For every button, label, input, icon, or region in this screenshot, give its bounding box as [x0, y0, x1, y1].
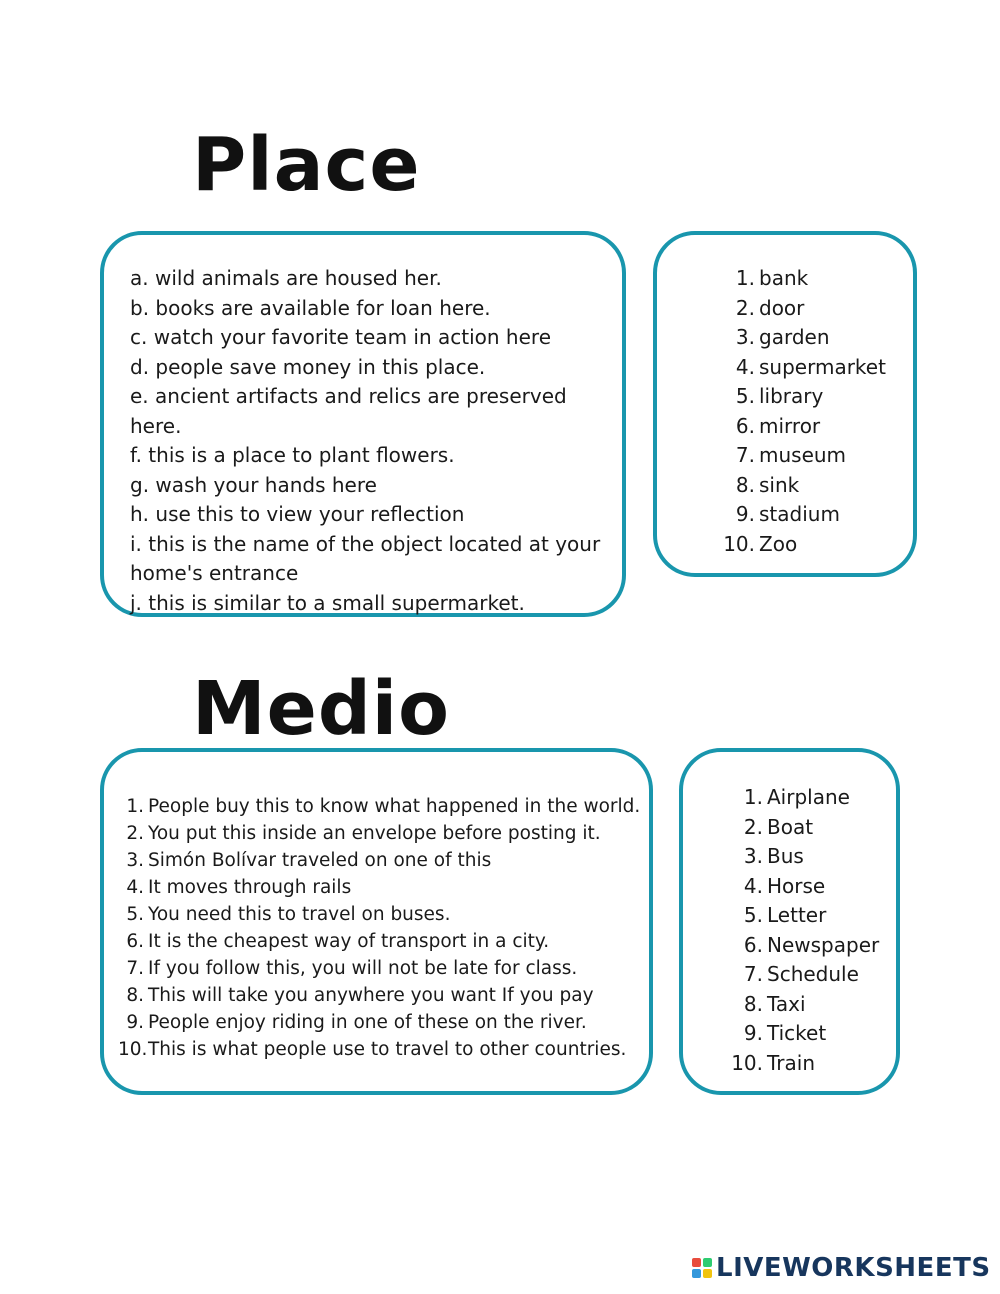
item-number: 6. [743, 932, 763, 957]
word-text: Zoo [759, 531, 798, 556]
place-clues-box [100, 231, 626, 617]
item-number: 9. [735, 502, 755, 526]
item-number: 2. [735, 295, 755, 320]
word-item [721, 353, 886, 383]
clue-text: You need this to travel on buses. [148, 904, 451, 925]
clue-item: f. this is a place to plant flowers. [130, 443, 455, 467]
logo-square [703, 1269, 712, 1278]
word-text: Taxi [767, 991, 806, 1016]
item-number: 5. [126, 904, 144, 925]
item-number: 6. [735, 413, 755, 438]
word-item [729, 1019, 879, 1049]
item-number: 7. [743, 962, 763, 986]
clue-text: It moves through rails [148, 877, 352, 898]
logo-square [692, 1258, 701, 1267]
item-number: 5. [735, 384, 755, 408]
clue-item [118, 793, 640, 820]
clue-text: You put this inside an envelope before posting it. [148, 823, 601, 844]
item-number: 2. [743, 814, 763, 839]
word-text: supermarket [759, 354, 886, 379]
clue-text: It is the cheapest way of transport in a city. [148, 931, 550, 952]
word-item [721, 382, 886, 412]
word-text: Schedule [767, 962, 859, 986]
item-number: 4. [743, 873, 763, 898]
liveworksheets-logo-icon [692, 1258, 712, 1278]
clue-item: c. watch your favorite team in action here [130, 325, 551, 349]
item-number: 5. [743, 903, 763, 927]
word-item [721, 441, 886, 471]
item-number: 1. [735, 266, 755, 290]
item-number: 4. [735, 354, 755, 379]
logo-square [692, 1269, 701, 1278]
word-text: Ticket [767, 1021, 827, 1045]
word-text: Bus [767, 844, 804, 868]
word-item [729, 990, 879, 1020]
word-item [729, 1049, 879, 1079]
item-number: 10. [731, 1050, 763, 1075]
word-item [721, 294, 886, 324]
clue-text: People enjoy riding in one of these on the river. [148, 1012, 587, 1033]
word-item [721, 323, 886, 353]
item-number: 7. [126, 958, 144, 979]
clue-text: This will take you anywhere you want If you pay [148, 985, 594, 1006]
item-number: 8. [743, 991, 763, 1016]
clue-item: h. use this to view your reflection [130, 502, 465, 526]
word-text: museum [759, 443, 847, 467]
place-clues-list [130, 264, 620, 618]
medio-title: Medio [192, 666, 451, 752]
logo-text: LIVEWORKSHEETS [716, 1253, 991, 1283]
clue-item [118, 874, 640, 901]
clue-text: People buy this to know what happened in the world. [148, 796, 641, 817]
item-number: 9. [743, 1021, 763, 1045]
word-item [721, 500, 886, 530]
item-number: 1. [743, 785, 763, 809]
word-item [729, 960, 879, 990]
medio-words-list [729, 783, 879, 1078]
item-number: 6. [126, 931, 144, 952]
clue-item: e. ancient artifacts and relics are preserved here. [130, 384, 567, 438]
word-text: bank [759, 266, 809, 290]
item-number: 2. [126, 823, 144, 844]
word-item [729, 901, 879, 931]
word-item [729, 931, 879, 961]
word-text: Airplane [767, 785, 850, 809]
clue-item: b. books are available for loan here. [130, 295, 491, 320]
word-text: Newspaper [767, 932, 880, 957]
item-number: 9. [126, 1012, 144, 1033]
clue-item: a. wild animals are housed her. [130, 266, 442, 290]
item-number: 10. [118, 1039, 148, 1060]
word-item [729, 872, 879, 902]
word-text: stadium [759, 502, 840, 526]
word-item [721, 471, 886, 501]
clue-item [118, 901, 640, 928]
place-words-box [653, 231, 917, 577]
item-number: 3. [743, 844, 763, 868]
liveworksheets-logo[interactable] [692, 1253, 991, 1283]
word-text: Horse [767, 873, 826, 898]
clue-item [118, 982, 640, 1009]
clue-item [118, 820, 640, 847]
medio-words-box [679, 748, 900, 1095]
clue-text: If you follow this, you will not be late for class. [148, 958, 578, 979]
item-number: 3. [126, 850, 144, 871]
item-number: 3. [735, 325, 755, 349]
item-number: 7. [735, 443, 755, 467]
clue-item [118, 928, 640, 955]
logo-square [703, 1258, 712, 1267]
place-words-list [721, 264, 886, 559]
word-text: garden [759, 325, 830, 349]
item-number: 8. [735, 472, 755, 497]
clue-item [118, 955, 640, 982]
clue-item [118, 847, 640, 874]
clue-text: This is what people use to travel to other countries. [148, 1039, 627, 1060]
word-item [729, 783, 879, 813]
word-item [721, 412, 886, 442]
clue-text: Simón Bolívar traveled on one of this [148, 850, 492, 871]
item-number: 1. [126, 796, 144, 817]
word-item [721, 530, 886, 560]
word-text: Boat [767, 814, 814, 839]
clue-item: i. this is the name of the object located at your home's entrance [130, 531, 601, 585]
clue-item [118, 1009, 640, 1036]
item-number: 10. [723, 531, 755, 556]
word-item [729, 813, 879, 843]
place-title: Place [192, 122, 421, 208]
clue-item: d. people save money in this place. [130, 354, 486, 379]
word-text: sink [759, 472, 800, 497]
word-item [721, 264, 886, 294]
word-text: Train [767, 1050, 815, 1075]
medio-clues-list [118, 793, 640, 1063]
medio-clues-box [100, 748, 653, 1095]
word-text: door [759, 295, 805, 320]
clue-item [118, 1036, 640, 1063]
item-number: 4. [126, 877, 144, 898]
item-number: 8. [126, 985, 144, 1006]
word-text: Letter [767, 903, 827, 927]
word-text: mirror [759, 413, 821, 438]
clue-item: j. this is similar to a small supermarket. [130, 590, 525, 615]
word-text: library [759, 384, 824, 408]
word-item [729, 842, 879, 872]
clue-item: g. wash your hands here [130, 472, 377, 497]
